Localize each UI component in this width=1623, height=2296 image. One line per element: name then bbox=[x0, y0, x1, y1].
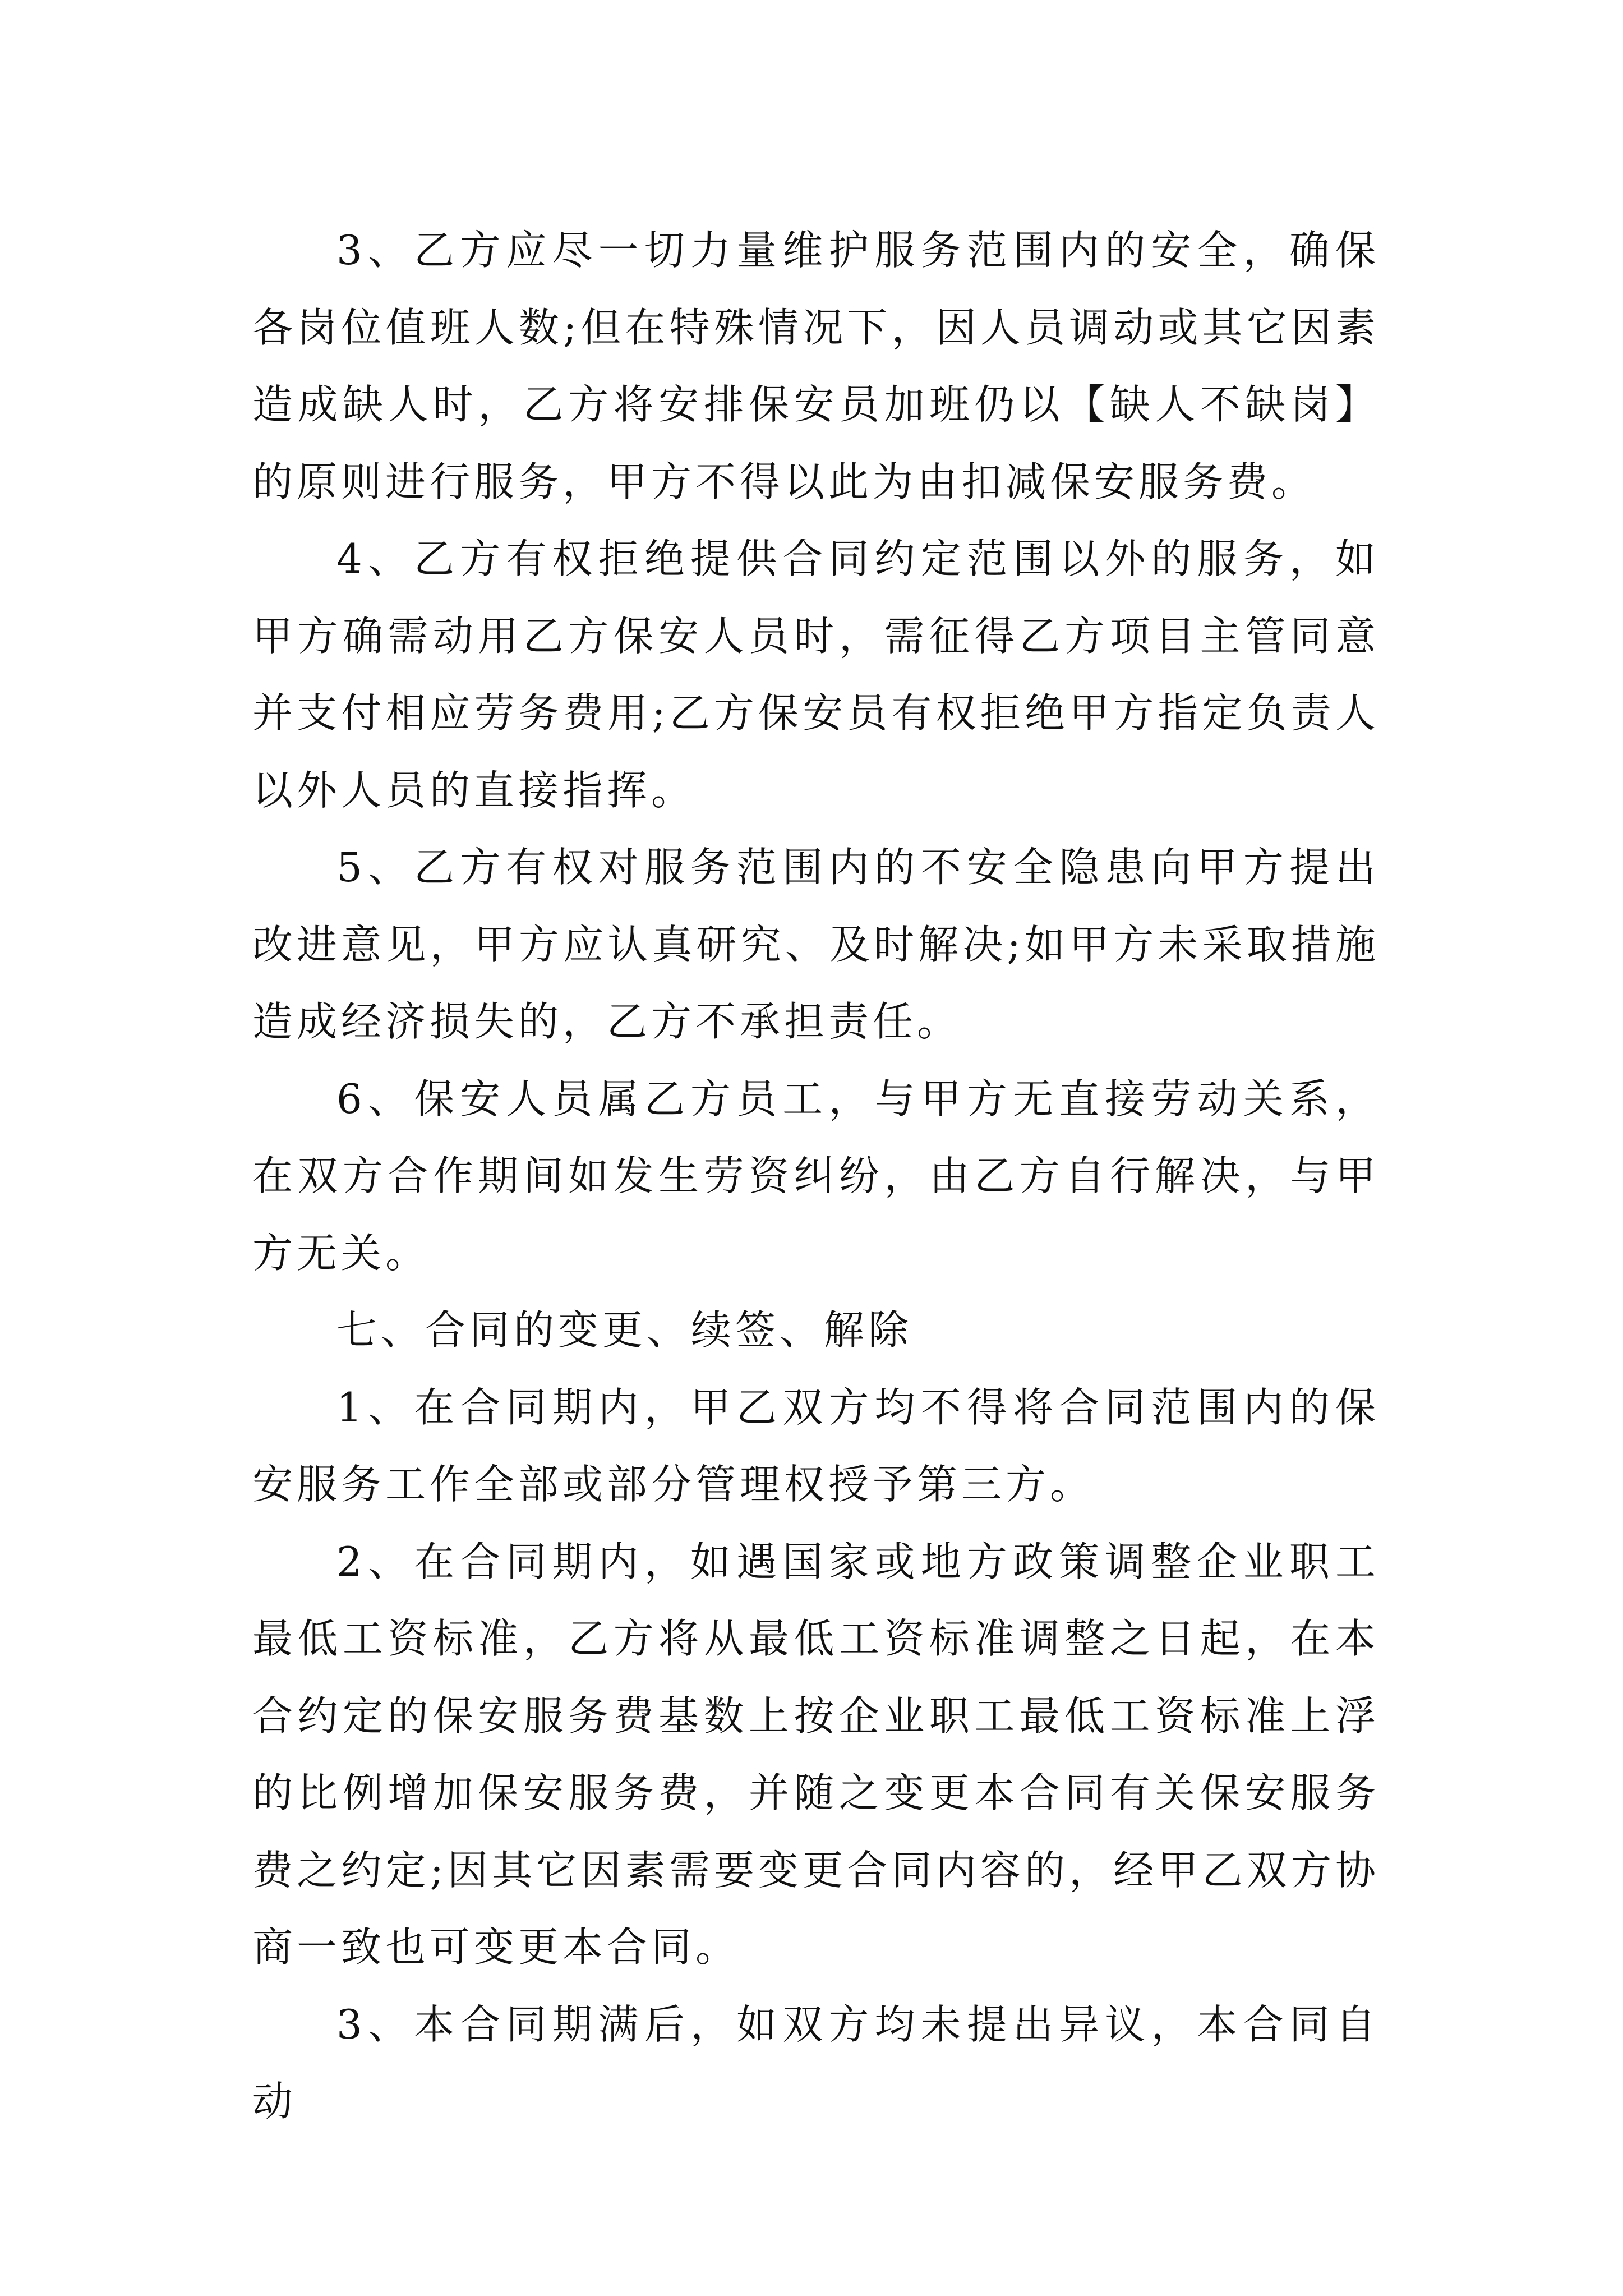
paragraph-clause-4: 4、乙方有权拒绝提供合同约定范围以外的服务，如甲方确需动用乙方保安人员时，需征得乙方项目主管同意并支付相应劳务费用;乙方保安员有权拒绝甲方指定负责人以外人员的直接指挥。 bbox=[252, 535, 1380, 814]
paragraph-change-clause-2: 2、在合同期内，如遇国家或地方政策调整企业职工最低工资标准，乙方将从最低工资标准调整之日起，在本合约定的保安服务费基数上按企业职工最低工资标准上浮的比例增加保安服务费，并随之变更本合同有关保安服务费之约定;因其它因素需要变更合同内容的，经甲乙双方协商一致也可变更本合同。 bbox=[252, 1538, 1380, 1971]
paragraph-change-clause-3: 3、本合同期满后，如双方均未提出异议，本合同自动 bbox=[252, 2000, 1380, 2125]
paragraph-clause-3: 3、乙方应尽一切力量维护服务范围内的安全，确保各岗位值班人数;但在特殊情况下，因人员调动或其它因素造成缺人时，乙方将安排保安员加班仍以【缺人不缺岗】的原则进行服务，甲方不得以此为由扣减保安服务费。 bbox=[252, 227, 1380, 505]
paragraph-clause-6: 6、保安人员属乙方员工，与甲方无直接劳动关系，在双方合作期间如发生劳资纠纷，由乙方自行解决，与甲方无关。 bbox=[252, 1075, 1380, 1277]
paragraph-clause-5: 5、乙方有权对服务范围内的不安全隐患向甲方提出改进意见，甲方应认真研究、及时解决;如甲方未采取措施造成经济损失的，乙方不承担责任。 bbox=[252, 844, 1380, 1045]
paragraph-change-clause-1: 1、在合同期内，甲乙双方均不得将合同范围内的保安服务工作全部或部分管理权授予第三方。 bbox=[252, 1383, 1380, 1508]
section-heading-contract-changes: 七、合同的变更、续签、解除 bbox=[336, 1306, 913, 1354]
document-body bbox=[252, 212, 1380, 2141]
